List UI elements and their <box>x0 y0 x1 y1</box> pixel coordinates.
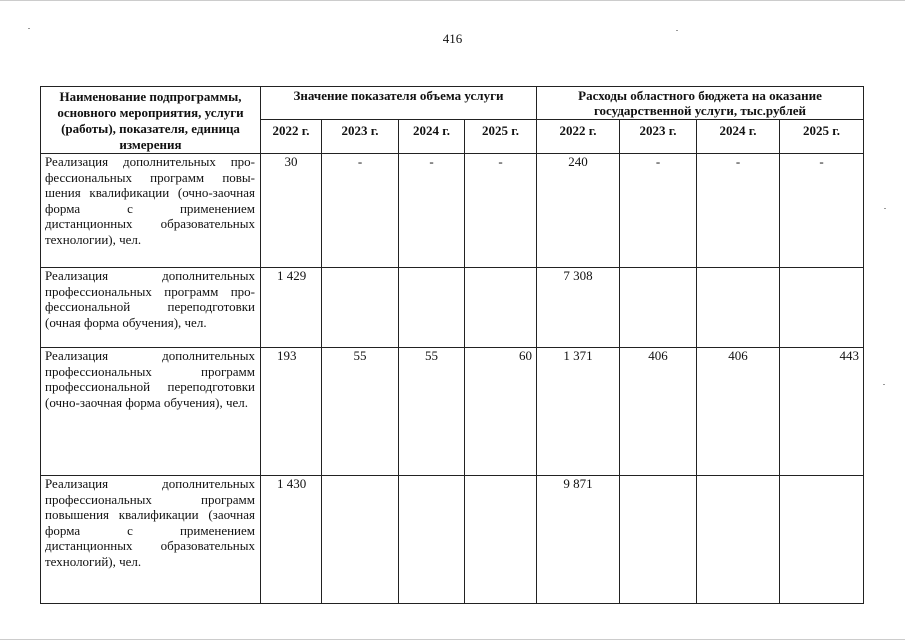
budget-cell: 443 <box>780 348 864 476</box>
volume-cell <box>399 268 465 348</box>
volume-cell: - <box>465 154 537 268</box>
volume-cell: - <box>322 154 399 268</box>
budget-cell: 1 371 <box>537 348 620 476</box>
budget-cell: 406 <box>620 348 697 476</box>
header-budget-year: 2024 г. <box>697 119 780 153</box>
header-budget-year: 2023 г. <box>620 119 697 153</box>
table-row <box>41 348 864 476</box>
volume-cell <box>465 476 537 604</box>
budget-cell <box>780 268 864 348</box>
budget-table <box>40 86 864 604</box>
budget-cell <box>620 476 697 604</box>
volume-cell <box>322 476 399 604</box>
volume-cell: 1 430 <box>261 476 322 604</box>
header-budget-group: Расходы областного бюджета на оказание государственной услуги, тыс.рублей <box>537 87 864 120</box>
volume-cell <box>322 268 399 348</box>
volume-cell <box>465 268 537 348</box>
budget-cell <box>620 268 697 348</box>
scan-speck <box>883 384 885 385</box>
header-budget-year: 2025 г. <box>780 119 864 153</box>
budget-cell: 9 871 <box>537 476 620 604</box>
volume-cell: 55 <box>322 348 399 476</box>
header-volume-year: 2025 г. <box>465 119 537 153</box>
row-name: Реализация дополнительных профессиональных программ профессиональной переподготовки (очно-заочная формa обучения), чел. <box>41 348 261 476</box>
budget-cell: 7 308 <box>537 268 620 348</box>
volume-cell: 55 <box>399 348 465 476</box>
row-name: Реализация дополнительных профессиональных программ повышения квалификации (заочная форма с применением дистанционных образовательных технологий), чел. <box>41 476 261 604</box>
volume-cell <box>399 476 465 604</box>
scan-speck <box>884 208 886 209</box>
volume-cell: - <box>399 154 465 268</box>
budget-cell: - <box>697 154 780 268</box>
header-volume-year: 2023 г. <box>322 119 399 153</box>
header-volume-year: 2022 г. <box>261 119 322 153</box>
header-volume-group: Значение показателя объема услуги <box>261 87 537 120</box>
budget-cell: 240 <box>537 154 620 268</box>
budget-cell: - <box>620 154 697 268</box>
table-row <box>41 154 864 268</box>
volume-cell: 60 <box>465 348 537 476</box>
row-name: Реализация дополнительных про-фессиональных программ повы-шения квалификации (очно-заочная форма с применением дистанционных образовательных технологии), чел. <box>41 154 261 268</box>
budget-cell <box>697 268 780 348</box>
scan-speck <box>676 30 678 31</box>
budget-cell <box>697 476 780 604</box>
budget-cell: - <box>780 154 864 268</box>
scan-speck <box>28 28 30 29</box>
scan-edge-top <box>0 0 905 1</box>
budget-cell: 406 <box>697 348 780 476</box>
row-name: Реализация дополнительных профессиональных программ про-фессиональной переподготовки (очная форма обучения), чел. <box>41 268 261 348</box>
header-name-column: Наименование подпрограммы, основного мероприятия, услуги (работы), показателя, единица измерения <box>41 87 261 154</box>
volume-cell: 30 <box>261 154 322 268</box>
page-number: 416 <box>442 31 463 46</box>
volume-cell: 193 <box>261 348 322 476</box>
header-row-groups <box>41 87 864 120</box>
budget-cell <box>780 476 864 604</box>
table-row <box>41 268 864 348</box>
header-volume-year: 2024 г. <box>399 119 465 153</box>
volume-cell: 1 429 <box>261 268 322 348</box>
table-row <box>41 476 864 604</box>
header-budget-year: 2022 г. <box>537 119 620 153</box>
